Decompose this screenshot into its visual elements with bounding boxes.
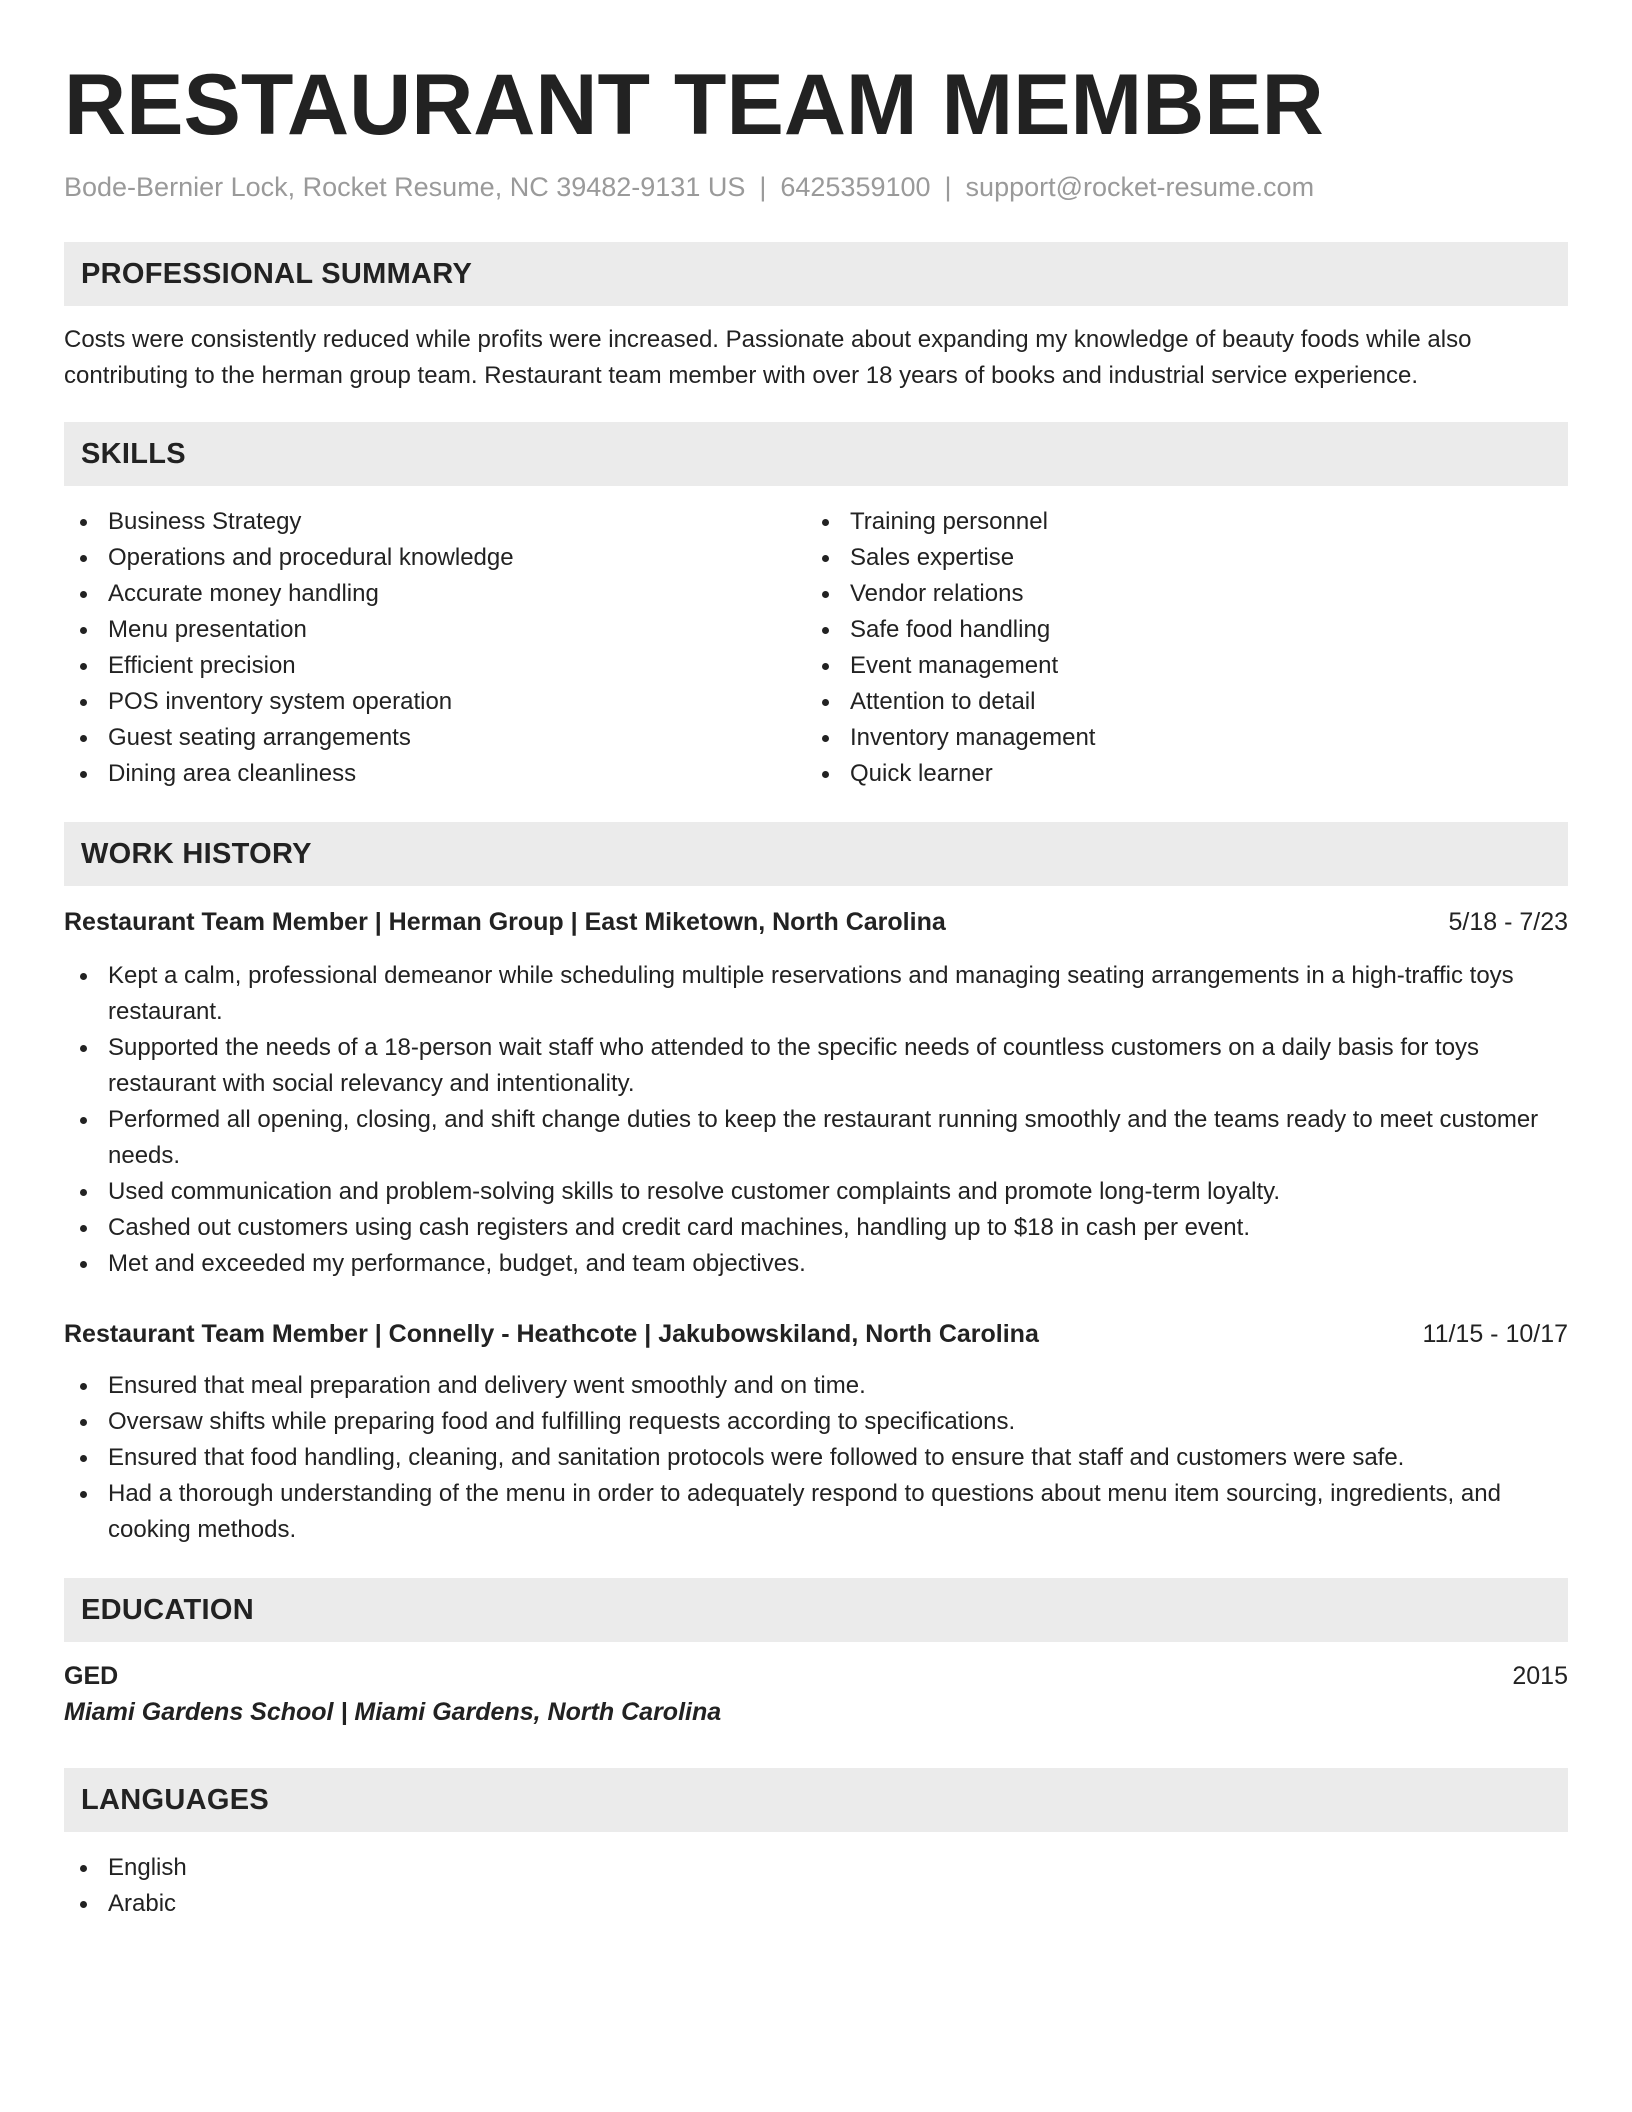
skill-item: Business Strategy: [64, 504, 806, 540]
contact-phone: 6425359100: [780, 172, 931, 202]
resume-page: [64, 0, 1568, 1922]
job-duty: Ensured that meal preparation and delivery went smoothly and on time.: [64, 1368, 1568, 1404]
contact-separator: |: [759, 172, 767, 202]
summary-heading: PROFESSIONAL SUMMARY: [64, 242, 1568, 306]
job-duty: Met and exceeded my performance, budget, and team objectives.: [64, 1246, 1568, 1282]
education-school: Miami Gardens School | Miami Gardens, North Carolina: [64, 1698, 722, 1726]
job-duties: [64, 1368, 1568, 1548]
languages-heading: LANGUAGES: [64, 1768, 1568, 1832]
job-duty: Cashed out customers using cash registers and credit card machines, handling up to $18 in cash per event.: [64, 1210, 1568, 1246]
job-header: [64, 904, 1568, 940]
job-dates: 11/15 - 10/17: [1422, 1320, 1568, 1348]
education-header: [64, 1658, 1568, 1694]
skill-item: POS inventory system operation: [64, 684, 806, 720]
job-duty: Used communication and problem-solving skills to resolve customer complaints and promote long-term loyalty.: [64, 1174, 1568, 1210]
skills-column-left: [64, 504, 806, 792]
skills-column-right: [806, 504, 1548, 792]
skill-item: Vendor relations: [806, 576, 1548, 612]
job-duty: Supported the needs of a 18-person wait staff who attended to the specific needs of countless customers on a daily basis for toys restaurant with social relevancy and intentionality.: [64, 1030, 1568, 1102]
language-item: English: [64, 1850, 1568, 1886]
skill-item: Menu presentation: [64, 612, 806, 648]
contact-separator: |: [944, 172, 952, 202]
job-duty: Kept a calm, professional demeanor while scheduling multiple reservations and managing seating arrangements in a high-traffic toys restaurant.: [64, 958, 1568, 1030]
resume-title: RESTAURANT TEAM MEMBER: [64, 57, 1324, 153]
education-heading: EDUCATION: [64, 1578, 1568, 1642]
skill-item: Dining area cleanliness: [64, 756, 806, 792]
job-duty: Performed all opening, closing, and shift change duties to keep the restaurant running smoothly and the teams ready to meet customer needs.: [64, 1102, 1568, 1174]
skill-item: Accurate money handling: [64, 576, 806, 612]
skills-columns: [64, 504, 1568, 792]
education-degree: GED: [64, 1662, 119, 1690]
skills-heading: SKILLS: [64, 422, 1568, 486]
skill-item: Attention to detail: [806, 684, 1548, 720]
job-duties: [64, 958, 1568, 1282]
skill-item: Training personnel: [806, 504, 1548, 540]
contact-email: support@rocket-resume.com: [965, 172, 1315, 202]
job-duty: Ensured that food handling, cleaning, and sanitation protocols were followed to ensure that staff and customers were safe.: [64, 1440, 1568, 1476]
skill-item: Guest seating arrangements: [64, 720, 806, 756]
contact-address: Bode-Bernier Lock, Rocket Resume, NC 39482-9131 US: [64, 172, 746, 202]
job-header: [64, 1316, 1568, 1352]
skill-item: Sales expertise: [806, 540, 1548, 576]
education-year: 2015: [1512, 1662, 1568, 1690]
job-dates: 5/18 - 7/23: [1448, 908, 1568, 936]
job-duty: Had a thorough understanding of the menu in order to adequately respond to questions about menu item sourcing, ingredients, and cooking methods.: [64, 1476, 1568, 1548]
language-item: Arabic: [64, 1886, 1568, 1922]
languages-list: [64, 1850, 1568, 1922]
skill-item: Efficient precision: [64, 648, 806, 684]
contact-line: [64, 170, 1568, 204]
work-history-heading: WORK HISTORY: [64, 822, 1568, 886]
job-title: Restaurant Team Member | Herman Group | East Miketown, North Carolina: [64, 908, 946, 936]
skill-item: Quick learner: [806, 756, 1548, 792]
job-title: Restaurant Team Member | Connelly - Heathcote | Jakubowskiland, North Carolina: [64, 1320, 1039, 1348]
skill-item: Inventory management: [806, 720, 1548, 756]
skill-item: Operations and procedural knowledge: [64, 540, 806, 576]
job-duty: Oversaw shifts while preparing food and fulfilling requests according to specifications.: [64, 1404, 1568, 1440]
summary-text: Costs were consistently reduced while profits were increased. Passionate about expanding my knowledge of beauty foods while also contributing to the herman group team. Restaurant team member with over 18 years of books and industrial service experience.: [64, 326, 1472, 389]
skill-item: Safe food handling: [806, 612, 1548, 648]
skill-item: Event management: [806, 648, 1548, 684]
